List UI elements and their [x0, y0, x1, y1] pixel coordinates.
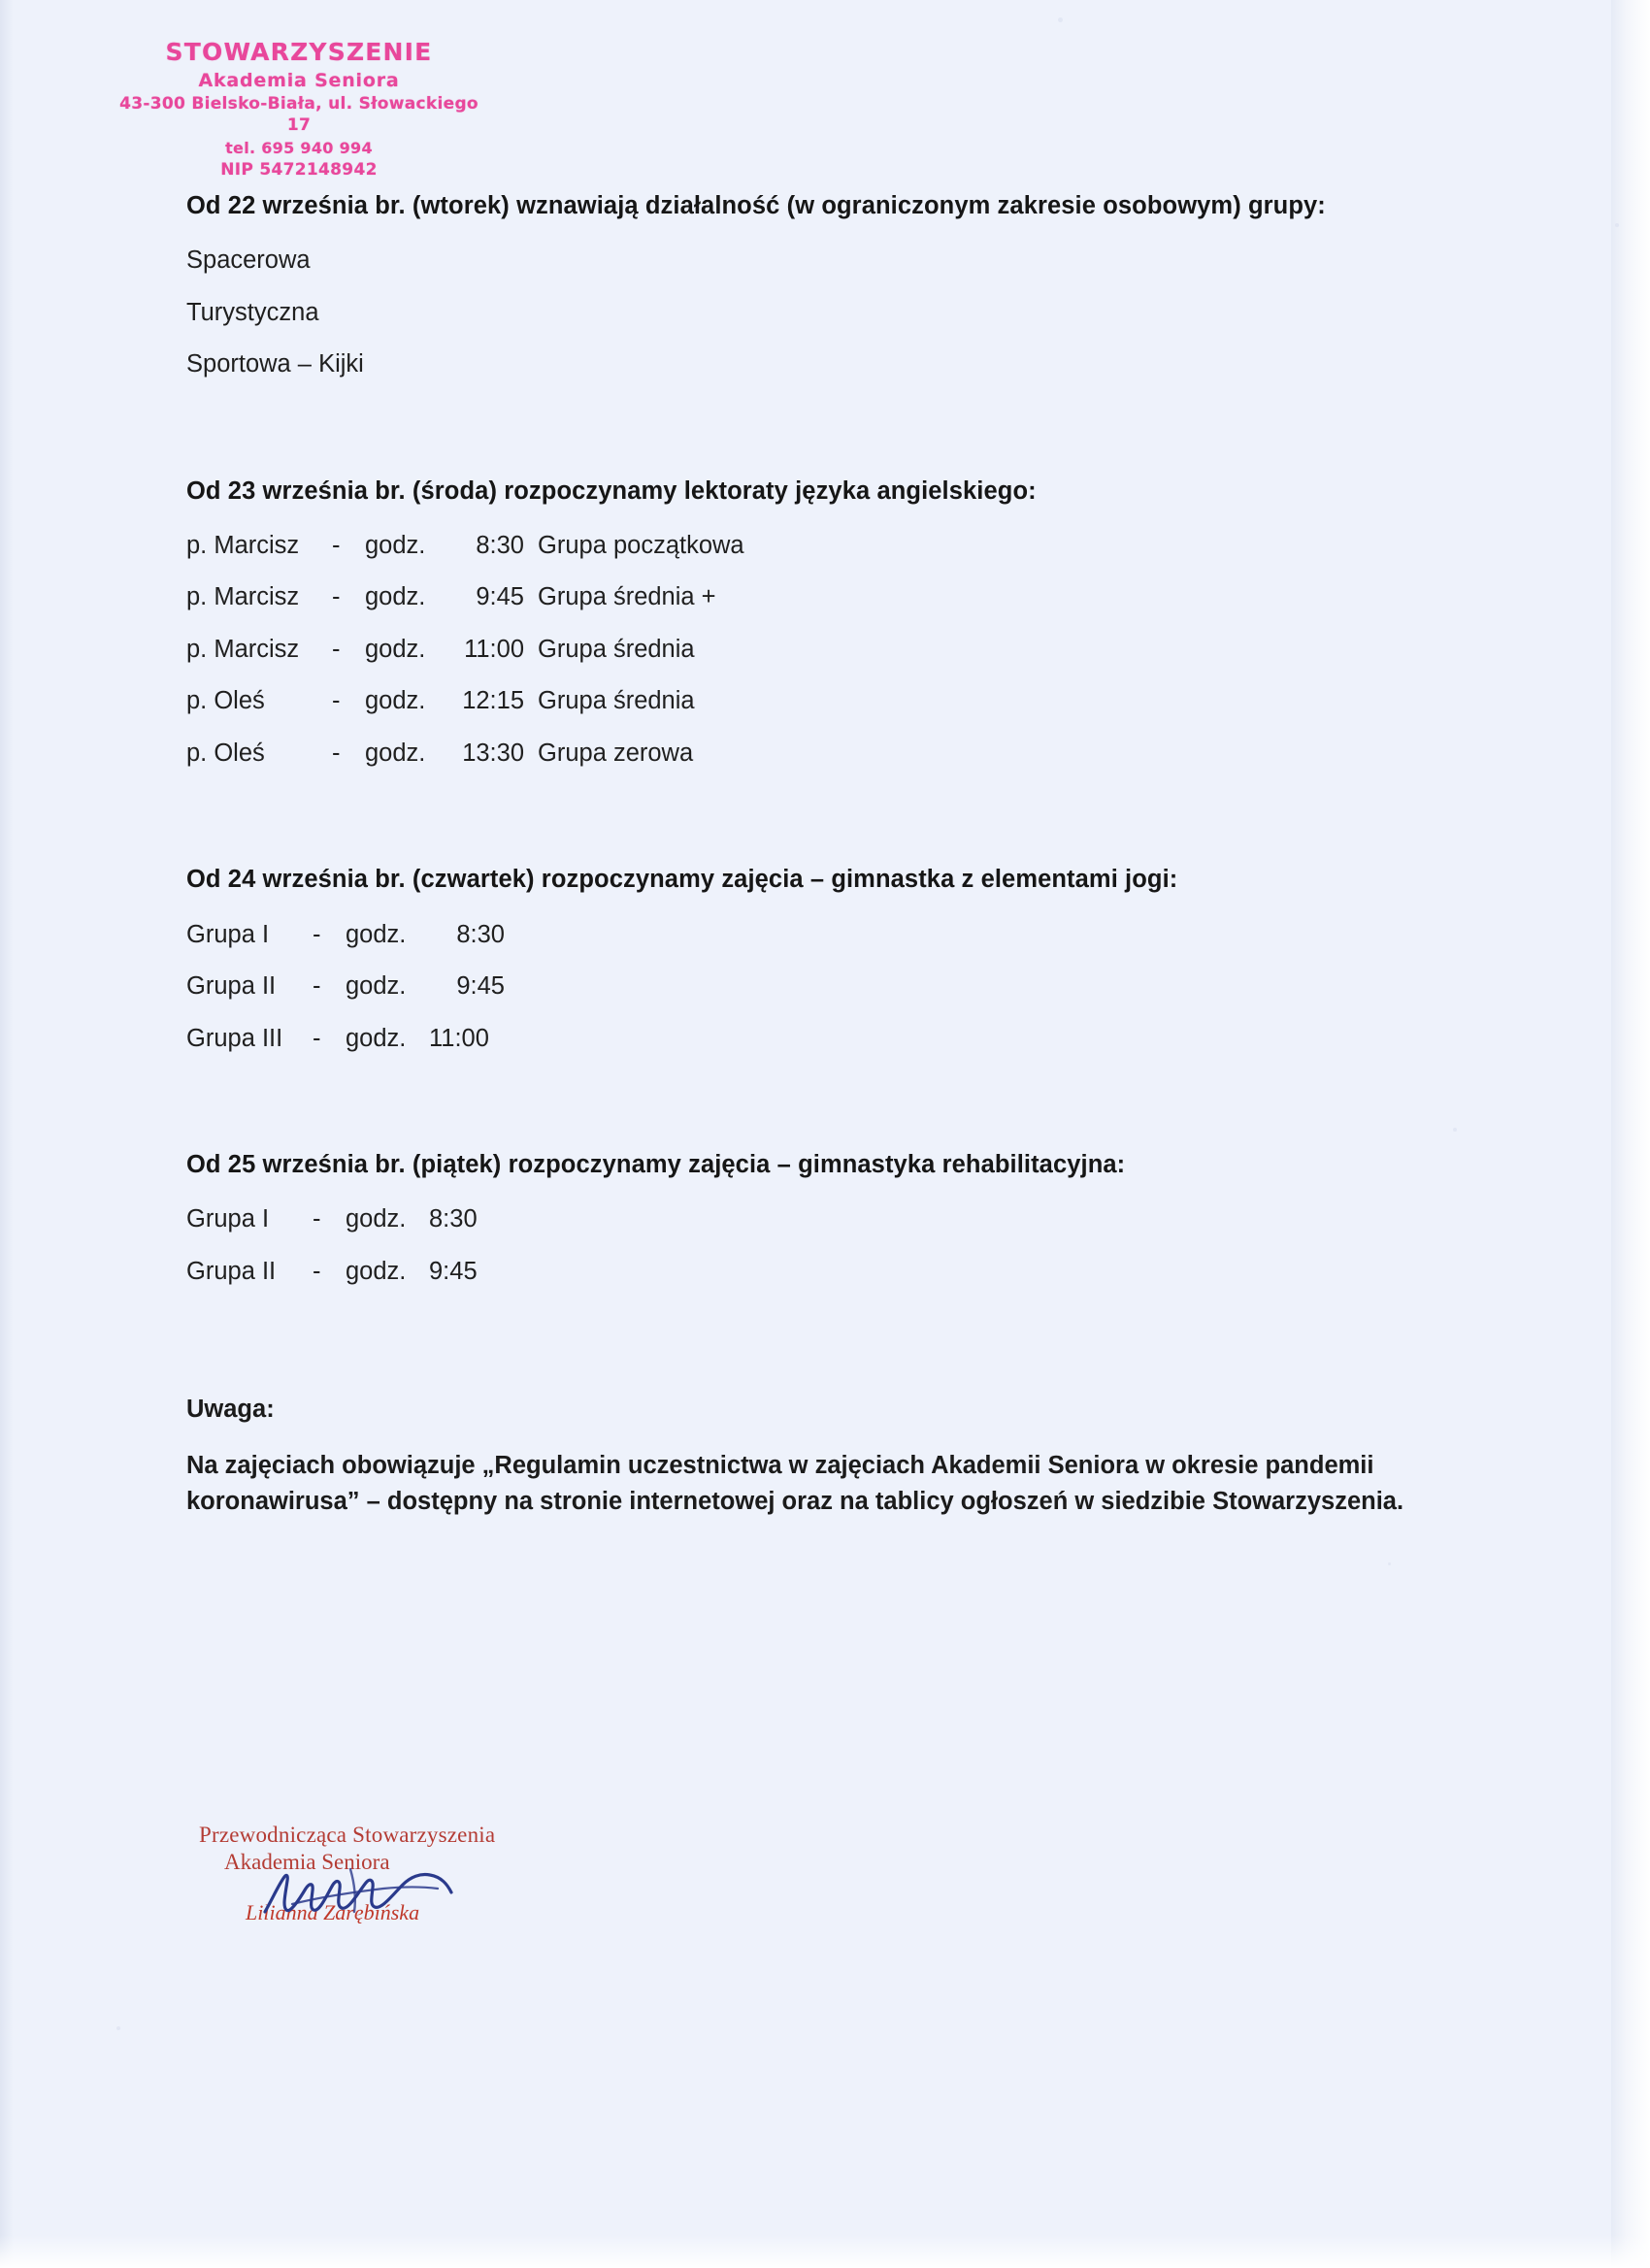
schedule-dash: - [313, 920, 321, 948]
letterhead-nip: NIP 5472148942 [220, 160, 378, 181]
schedule-godz-label: godz. [346, 972, 407, 1001]
schedule-dash: - [332, 531, 341, 559]
scan-speck [1058, 17, 1063, 22]
schedule-group: Grupa zerowa [538, 739, 694, 767]
schedule-dash: - [313, 1257, 321, 1285]
schedule-godz-label: godz. [346, 1205, 407, 1233]
schedule-row [186, 689, 1448, 714]
schedule-time: 9:45 [456, 972, 505, 1001]
schedule-godz-label: godz. [346, 1024, 407, 1052]
signature-name: Lilianna Zarębińska [246, 1900, 420, 1924]
letterhead-org-subname: Akademia Seniora [198, 70, 400, 91]
schedule-time: 11:00 [429, 1024, 489, 1052]
schedule-name: Grupa II [186, 972, 277, 1001]
schedule-row [186, 741, 1448, 767]
schedule-dash: - [332, 739, 341, 767]
letterhead-address: 43-300 Bielsko-Biała, ul. Słowackiego 17 [119, 94, 478, 136]
schedule-dash: - [313, 972, 321, 1001]
scan-bottom-edge [0, 2235, 1650, 2268]
schedule-name: p. Marcisz [186, 531, 300, 559]
schedule-row [186, 1257, 1448, 1285]
schedule-time: 13:30 [462, 739, 524, 767]
schedule-godz-label: godz. [365, 635, 426, 663]
section-tuesday [186, 189, 1448, 378]
schedule-row [186, 974, 1448, 1000]
schedule-time: 9:45 [476, 583, 524, 611]
letterhead-phone: tel. 695 940 994 [225, 138, 373, 157]
scan-speck [1388, 1562, 1391, 1565]
schedule-godz-label: godz. [365, 531, 426, 559]
schedule-name: p. Marcisz [186, 635, 300, 663]
schedule-dash: - [332, 687, 341, 715]
section-heading: Od 25 września br. (piątek) rozpoczynamy zajęcia – gimnastyka rehabilitacyjna: [186, 1151, 1126, 1179]
schedule-godz-label: godz. [346, 920, 407, 948]
section-heading: Od 22 września br. (wtorek) wznawiają działalność (w ograniczonym zakresie osobowym) grupy: [186, 192, 1326, 219]
signature-role-line1: Przewodnicząca Stowarzyszenia [199, 1823, 496, 1847]
schedule-name: p. Oleś [186, 739, 265, 767]
schedule-name: Grupa I [186, 1205, 270, 1233]
schedule-group: Grupa początkowa [538, 531, 744, 559]
scan-speck [1453, 1128, 1457, 1132]
section-friday [186, 1148, 1448, 1284]
schedule-godz-label: godz. [365, 583, 426, 611]
letterhead-stamp [115, 37, 483, 181]
schedule-time: 11:00 [464, 635, 524, 663]
schedule-dash: - [332, 635, 341, 663]
schedule-dash: - [332, 583, 341, 611]
signature-block [199, 1823, 616, 1925]
schedule-row [186, 635, 1448, 663]
schedule-row [186, 1207, 1448, 1233]
schedule-name: Grupa I [186, 920, 270, 948]
section-wednesday [186, 475, 1448, 767]
schedule-godz-label: godz. [365, 739, 426, 767]
schedule-godz-label: godz. [346, 1257, 407, 1285]
schedule-row [186, 585, 1448, 610]
section-heading: Od 23 września br. (środa) rozpoczynamy lektoraty języka angielskiego: [186, 477, 1037, 505]
note-body: Na zajęciach obowiązuje „Regulamin uczestnictwa w zajęciach Akademii Seniora w okresie pandemii koronawirusa” – dostępny na stronie internetowej oraz na tablicy ogłoszeń w siedzibie Stowarzyszenia. [186, 1452, 1404, 1515]
schedule-name: p. Marcisz [186, 583, 300, 611]
schedule-time: 8:30 [476, 531, 524, 559]
schedule-name: Grupa II [186, 1257, 277, 1285]
schedule-name: Grupa III [186, 1024, 283, 1052]
schedule-row [186, 531, 1448, 559]
signature-role-line2: Akademia Seniora [224, 1850, 390, 1874]
schedule-group: Grupa średnia [538, 635, 695, 663]
schedule-time: 8:30 [429, 1205, 478, 1233]
schedule-godz-label: godz. [365, 687, 426, 715]
schedule-group: Grupa średnia [538, 687, 695, 715]
schedule-time: 9:45 [429, 1257, 478, 1285]
note-block [186, 1393, 1448, 1519]
schedule-row [186, 920, 1448, 948]
note-title: Uwaga: [186, 1396, 275, 1424]
scan-left-shadow [0, 0, 14, 2268]
schedule-name: p. Oleś [186, 687, 265, 715]
section-heading: Od 24 września br. (czwartek) rozpoczynamy zajęcia – gimnastka z elementami jogi: [186, 866, 1178, 894]
schedule-group: Grupa średnia + [538, 583, 716, 611]
schedule-row [186, 1024, 1448, 1052]
scan-speck [1615, 223, 1619, 227]
scan-right-edge [1611, 0, 1650, 2268]
list-item: Turystyczna [186, 298, 319, 326]
schedule-dash: - [313, 1205, 321, 1233]
document-body [186, 189, 1448, 1519]
list-item: Spacerowa [186, 247, 311, 275]
scan-speck [116, 2026, 120, 2030]
schedule-time: 8:30 [456, 920, 505, 948]
schedule-time: 12:15 [462, 687, 524, 715]
list-item: Sportowa – Kijki [186, 350, 364, 378]
schedule-dash: - [313, 1024, 321, 1052]
section-thursday [186, 863, 1448, 1051]
letterhead-org-name: STOWARZYSZENIE [165, 38, 433, 66]
